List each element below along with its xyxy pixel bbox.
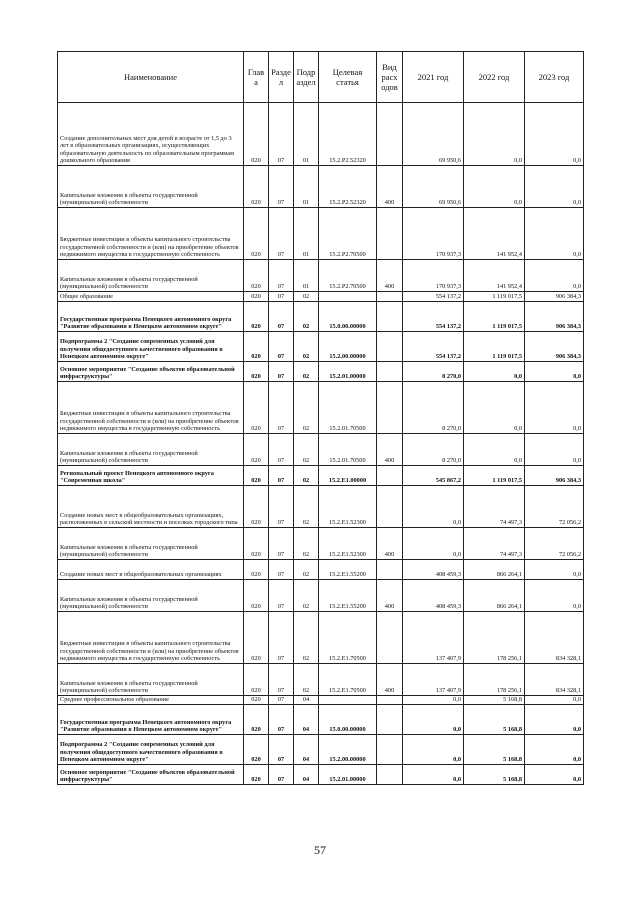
cell-glava: 020 (244, 208, 269, 260)
cell-y2021: 0,0 (403, 528, 464, 560)
cell-target: 15.2.Р2.70500 (319, 260, 377, 292)
cell-vid (377, 486, 403, 528)
cell-glava: 020 (244, 302, 269, 332)
header-2022: 2022 год (464, 52, 525, 103)
cell-y2023: 0,0 (525, 166, 584, 208)
cell-y2023: 0,0 (525, 580, 584, 612)
cell-y2021: 8 270,0 (403, 434, 464, 466)
cell-y2023: 0,0 (525, 208, 584, 260)
cell-name: Бюджетные инвестиции в объекты капитального строительства государственной собственности и (или) на приобретение объектов недвижимого имущества в государственную собственность (58, 612, 244, 664)
cell-vid (377, 696, 403, 705)
cell-vid: 400 (377, 580, 403, 612)
cell-vid (377, 302, 403, 332)
cell-target: 15.2.00.00000 (319, 332, 377, 362)
cell-vid (377, 332, 403, 362)
cell-target: 15.2.Е1.70500 (319, 664, 377, 696)
cell-vid (377, 612, 403, 664)
cell-y2022: 866 264,1 (464, 580, 525, 612)
cell-target: 15.2.Е1.70500 (319, 612, 377, 664)
cell-razdel: 07 (269, 434, 294, 466)
header-vid: Вид расх одов (377, 52, 403, 103)
cell-target: 15.2.01.00000 (319, 765, 377, 785)
cell-razdel: 07 (269, 696, 294, 705)
cell-razdel: 07 (269, 332, 294, 362)
cell-glava: 020 (244, 735, 269, 765)
cell-y2022: 0,0 (464, 382, 525, 434)
cell-name: Капитальные вложения в объекты государственной (муниципальной) собственности (58, 166, 244, 208)
table-row (58, 612, 584, 664)
cell-y2022: 141 952,4 (464, 260, 525, 292)
cell-razdel: 07 (269, 664, 294, 696)
cell-razdel: 07 (269, 292, 294, 302)
cell-podrazdel: 01 (294, 208, 319, 260)
cell-y2021: 0,0 (403, 705, 464, 735)
cell-razdel: 07 (269, 560, 294, 580)
cell-razdel: 07 (269, 486, 294, 528)
cell-target (319, 696, 377, 705)
cell-y2021: 137 407,9 (403, 612, 464, 664)
cell-podrazdel: 04 (294, 705, 319, 735)
cell-name: Капитальные вложения в объекты государственной (муниципальной) собственности (58, 664, 244, 696)
cell-glava: 020 (244, 528, 269, 560)
table-body (58, 103, 584, 785)
cell-y2021: 8 270,0 (403, 362, 464, 382)
cell-glava: 020 (244, 434, 269, 466)
cell-y2023: 834 328,1 (525, 612, 584, 664)
cell-target: 15.2.00.00000 (319, 735, 377, 765)
cell-vid (377, 362, 403, 382)
cell-podrazdel: 04 (294, 765, 319, 785)
cell-name: Основное мероприятие "Создание объектов образовательной инфраструктуры" (58, 362, 244, 382)
table-row (58, 486, 584, 528)
cell-target (319, 292, 377, 302)
table-row (58, 332, 584, 362)
cell-razdel: 07 (269, 580, 294, 612)
cell-y2022: 0,0 (464, 434, 525, 466)
cell-target: 15.0.00.00000 (319, 302, 377, 332)
cell-y2022: 178 256,1 (464, 664, 525, 696)
cell-y2022: 5 168,8 (464, 735, 525, 765)
cell-vid (377, 382, 403, 434)
cell-razdel: 07 (269, 382, 294, 434)
table-row (58, 705, 584, 735)
cell-target: 15.2.Р2.52320 (319, 166, 377, 208)
cell-vid (377, 560, 403, 580)
cell-y2021: 554 137,2 (403, 332, 464, 362)
cell-y2023: 0,0 (525, 434, 584, 466)
cell-podrazdel: 01 (294, 166, 319, 208)
cell-y2022: 5 168,8 (464, 765, 525, 785)
cell-glava: 020 (244, 103, 269, 166)
cell-name: Среднее профессиональное образование (58, 696, 244, 705)
table-row (58, 260, 584, 292)
cell-y2023: 0,0 (525, 362, 584, 382)
budget-table (57, 51, 584, 785)
cell-y2021: 170 937,3 (403, 208, 464, 260)
cell-y2022: 866 264,1 (464, 560, 525, 580)
header-target: Целевая статья (319, 52, 377, 103)
header-razdel: Разде л (269, 52, 294, 103)
cell-podrazdel: 02 (294, 486, 319, 528)
cell-podrazdel: 01 (294, 103, 319, 166)
cell-glava: 020 (244, 612, 269, 664)
cell-vid: 400 (377, 664, 403, 696)
cell-target: 15.0.00.00000 (319, 705, 377, 735)
cell-name: Региональный проект Ненецкого автономного округа "Современная школа" (58, 466, 244, 486)
cell-podrazdel: 02 (294, 580, 319, 612)
cell-vid (377, 705, 403, 735)
cell-glava: 020 (244, 332, 269, 362)
cell-y2022: 178 256,1 (464, 612, 525, 664)
cell-podrazdel: 02 (294, 612, 319, 664)
cell-podrazdel: 01 (294, 260, 319, 292)
cell-podrazdel: 02 (294, 528, 319, 560)
table-row (58, 560, 584, 580)
cell-vid: 400 (377, 166, 403, 208)
cell-target: 15.2.Е1.55200 (319, 560, 377, 580)
cell-y2021: 554 137,2 (403, 292, 464, 302)
cell-vid (377, 765, 403, 785)
cell-y2023: 906 384,3 (525, 332, 584, 362)
cell-glava: 020 (244, 560, 269, 580)
cell-razdel: 07 (269, 612, 294, 664)
cell-glava: 020 (244, 664, 269, 696)
cell-razdel: 07 (269, 260, 294, 292)
cell-vid (377, 292, 403, 302)
cell-podrazdel: 02 (294, 434, 319, 466)
cell-y2022: 0,0 (464, 362, 525, 382)
cell-glava: 020 (244, 260, 269, 292)
cell-podrazdel: 02 (294, 382, 319, 434)
cell-y2023: 0,0 (525, 103, 584, 166)
cell-vid: 400 (377, 528, 403, 560)
cell-y2023: 0,0 (525, 382, 584, 434)
cell-razdel: 07 (269, 735, 294, 765)
cell-razdel: 07 (269, 166, 294, 208)
cell-y2022: 5 168,8 (464, 705, 525, 735)
table-row (58, 696, 584, 705)
cell-y2022: 0,0 (464, 166, 525, 208)
cell-glava: 020 (244, 696, 269, 705)
cell-y2021: 69 950,6 (403, 103, 464, 166)
cell-razdel: 07 (269, 103, 294, 166)
cell-y2021: 408 459,3 (403, 580, 464, 612)
cell-podrazdel: 02 (294, 664, 319, 696)
cell-name: Капитальные вложения в объекты государственной (муниципальной) собственности (58, 580, 244, 612)
cell-name: Создание дополнительных мест для детей в возрасте от 1,5 до 3 лет в образовательных организациях, осуществляющих образовательную деятельность по образовательным программам дошкольного образования (58, 103, 244, 166)
cell-name: Основное мероприятие "Создание объектов образовательной инфраструктуры" (58, 765, 244, 785)
cell-y2021: 554 137,2 (403, 302, 464, 332)
header-2021: 2021 год (403, 52, 464, 103)
cell-name: Государственная программа Ненецкого автономного округа "Развитие образования в Ненецком автономном округе" (58, 705, 244, 735)
cell-y2023: 0,0 (525, 735, 584, 765)
cell-y2021: 8 270,0 (403, 382, 464, 434)
cell-name: Создание новых мест в общеобразовательных организациях, расположенных в сельской местности и поселках городского типа (58, 486, 244, 528)
cell-y2023: 906 384,3 (525, 466, 584, 486)
cell-glava: 020 (244, 362, 269, 382)
table-row (58, 292, 584, 302)
table-row (58, 103, 584, 166)
cell-y2022: 1 119 017,5 (464, 332, 525, 362)
cell-vid: 400 (377, 260, 403, 292)
cell-vid (377, 735, 403, 765)
cell-target: 15.2.Е1.00000 (319, 466, 377, 486)
cell-y2023: 72 056,2 (525, 528, 584, 560)
cell-name: Капитальные вложения в объекты государственной (муниципальной) собственности (58, 434, 244, 466)
cell-razdel: 07 (269, 362, 294, 382)
cell-y2022: 74 497,3 (464, 486, 525, 528)
table-row (58, 466, 584, 486)
cell-target: 15.2.01.70500 (319, 434, 377, 466)
cell-y2023: 834 328,1 (525, 664, 584, 696)
cell-y2022: 141 952,4 (464, 208, 525, 260)
cell-y2022: 1 119 017,5 (464, 466, 525, 486)
cell-target: 15.2.Е1.55200 (319, 580, 377, 612)
cell-glava: 020 (244, 705, 269, 735)
cell-name: Подпрограмма 2 "Создание современных условий для получения общедоступного качественного образования в Ненецком автономном округе" (58, 332, 244, 362)
cell-y2023: 72 056,2 (525, 486, 584, 528)
cell-name: Общее образование (58, 292, 244, 302)
cell-podrazdel: 02 (294, 302, 319, 332)
cell-y2021: 0,0 (403, 486, 464, 528)
table-row (58, 434, 584, 466)
cell-y2021: 0,0 (403, 696, 464, 705)
cell-name: Капитальные вложения в объекты государственной (муниципальной) собственности (58, 528, 244, 560)
page-number: 57 (314, 843, 326, 857)
cell-name: Бюджетные инвестиции в объекты капитального строительства государственной собственности и (или) на приобретение объектов недвижимого имущества в государственную собственность (58, 208, 244, 260)
cell-y2023: 906 384,3 (525, 302, 584, 332)
header-glava: Глав а (244, 52, 269, 103)
cell-name: Капитальные вложения в объекты государственной (муниципальной) собственности (58, 260, 244, 292)
table-row (58, 735, 584, 765)
cell-y2022: 74 497,3 (464, 528, 525, 560)
cell-vid (377, 208, 403, 260)
cell-name: Подпрограмма 2 "Создание современных условий для получения общедоступного качественного образования в Ненецком автономном округе" (58, 735, 244, 765)
cell-razdel: 07 (269, 528, 294, 560)
cell-target: 15.2.01.70500 (319, 382, 377, 434)
table-row (58, 765, 584, 785)
cell-razdel: 07 (269, 208, 294, 260)
table-row (58, 528, 584, 560)
cell-razdel: 07 (269, 705, 294, 735)
cell-target: 15.2.Р2.52320 (319, 103, 377, 166)
cell-y2021: 0,0 (403, 765, 464, 785)
cell-y2021: 545 867,2 (403, 466, 464, 486)
header-name: Наименование (58, 52, 244, 103)
cell-y2023: 0,0 (525, 560, 584, 580)
cell-y2022: 1 119 017,5 (464, 302, 525, 332)
cell-podrazdel: 02 (294, 292, 319, 302)
cell-y2023: 0,0 (525, 765, 584, 785)
cell-glava: 020 (244, 580, 269, 612)
cell-y2021: 0,0 (403, 735, 464, 765)
cell-y2021: 170 937,3 (403, 260, 464, 292)
cell-podrazdel: 02 (294, 362, 319, 382)
header-podrazdel: Подр аздел (294, 52, 319, 103)
cell-razdel: 07 (269, 302, 294, 332)
cell-target: 15.2.01.00000 (319, 362, 377, 382)
header-2023: 2023 год (525, 52, 584, 103)
cell-podrazdel: 04 (294, 735, 319, 765)
cell-podrazdel: 02 (294, 560, 319, 580)
cell-vid: 400 (377, 434, 403, 466)
cell-glava: 020 (244, 382, 269, 434)
cell-target: 15.2.Е1.52300 (319, 528, 377, 560)
cell-vid (377, 466, 403, 486)
cell-glava: 020 (244, 466, 269, 486)
table-row (58, 580, 584, 612)
cell-y2022: 5 168,8 (464, 696, 525, 705)
cell-glava: 020 (244, 292, 269, 302)
cell-razdel: 07 (269, 466, 294, 486)
cell-glava: 020 (244, 765, 269, 785)
cell-y2021: 137 407,9 (403, 664, 464, 696)
cell-podrazdel: 02 (294, 466, 319, 486)
table-row (58, 362, 584, 382)
cell-y2022: 1 119 017,5 (464, 292, 525, 302)
cell-vid (377, 103, 403, 166)
cell-podrazdel: 02 (294, 332, 319, 362)
table-header-row (58, 52, 584, 103)
cell-razdel: 07 (269, 765, 294, 785)
cell-y2023: 0,0 (525, 705, 584, 735)
cell-name: Бюджетные инвестиции в объекты капитального строительства государственной собственности и (или) на приобретение объектов недвижимого имущества в государственную собственность (58, 382, 244, 434)
cell-name: Государственная программа Ненецкого автономного округа "Развитие образования в Ненецком автономном округе" (58, 302, 244, 332)
cell-glava: 020 (244, 486, 269, 528)
cell-glava: 020 (244, 166, 269, 208)
cell-y2022: 0,0 (464, 103, 525, 166)
cell-y2023: 0,0 (525, 260, 584, 292)
cell-target: 15.2.Е1.52300 (319, 486, 377, 528)
cell-y2021: 408 459,3 (403, 560, 464, 580)
table-row (58, 382, 584, 434)
cell-target: 15.2.Р2.70500 (319, 208, 377, 260)
table-row (58, 302, 584, 332)
table-row (58, 166, 584, 208)
cell-podrazdel: 04 (294, 696, 319, 705)
cell-y2023: 906 384,3 (525, 292, 584, 302)
cell-name: Создание новых мест в общеобразовательных организациях (58, 560, 244, 580)
table-row (58, 208, 584, 260)
table-row (58, 664, 584, 696)
cell-y2021: 69 950,6 (403, 166, 464, 208)
cell-y2023: 0,0 (525, 696, 584, 705)
